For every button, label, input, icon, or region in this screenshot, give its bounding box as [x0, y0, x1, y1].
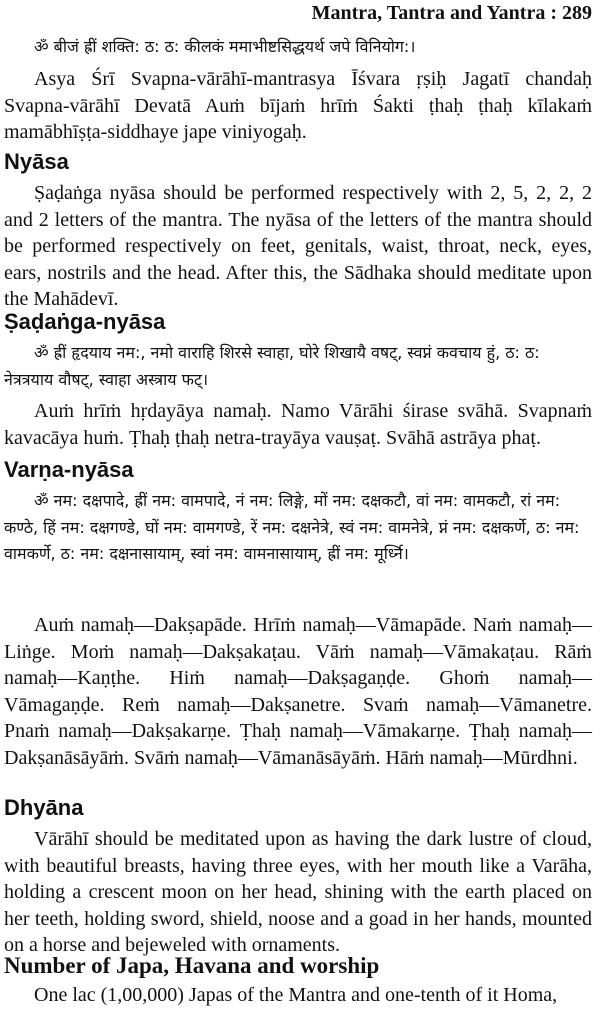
running-header: Mantra, Tantra and Yantra : 289: [311, 2, 592, 24]
nyasa-paragraph: Ṣaḍaṅga nyāsa should be performed respectively with 2, 5, 2, 2, 2 and 2 letters of the mantra. The nyāsa of the letters of the mantra should be performed respectively on feet, genitals, waist, throat, neck, eyes, ears, nostrils and the head. After this, the Sādhaka should meditate upon the Mahādevī.: [4, 182, 592, 310]
dhyana-paragraph: Vārāhī should be meditated upon as having the dark lustre of cloud, with beautiful breasts, having three eyes, with her mouth like a Varāha, holding a crescent moon on her head, shining with the earth placed on her teeth, holding sword, shield, noose and a goad in her hands, mounted on a horse and bejeweled with ornaments.: [4, 828, 592, 956]
varna-devanagari: ॐ नम: दक्षपादे, ह्रीं नम: वामपादे, नं नम: लिङ्गे, मों नम: दक्षकटौ, वां नम: वामकटौ, रां नम: कण्ठे, हिं नम: दक्षगण्डे, घों नम: वामगण्डे, रें नम: दक्षनेत्रे, स्वं नम: वामनेत्रे, प्नं नम: दक्षकर्णे, ठ: नम: वामकर्णे, ठ: नम: दक्षनासायाम्, स्वां नम: वामनासायाम्, ह्रीं नम: मूर्ध्नि।: [4, 491, 580, 563]
viniyoga-transliteration: Asya Śrī Svapna-vārāhī-mantrasya Īśvara ṛṣiḥ Jagatī chandaḥ Svapna-vārāhī Devatā Auṁ bījaṁ hrīṁ Śakti ṭhaḥ ṭhaḥ kīlakaṁ mamābhīṣṭa-siddhaye jape viniyogaḥ.: [4, 68, 592, 143]
dhyana-heading: Dhyāna: [4, 795, 84, 820]
varna-transliteration: Auṁ namaḥ—Dakṣapāde. Hrīṁ namaḥ—Vāmapāde. Naṁ namaḥ—Liṅge. Moṁ namaḥ—Dakṣakaṭau. Vāṁ namaḥ—Vāmakaṭau. Rāṁ namaḥ—Kaṇṭhe. Hiṁ namaḥ—Dakṣagaṇḍe. Ghoṁ namaḥ—Vāmagaṇḍe. Reṁ namaḥ—Dakṣanetre. Svaṁ namaḥ—Vāmanetre. Pnaṁ namaḥ—Dakṣakarṇe. Ṭhaḥ namaḥ—Vāmakarṇe. Ṭhaḥ namaḥ—Dakṣanāsāyāṁ. Svāṁ namaḥ—Vāmanāsāyāṁ. Hāṁ namaḥ—Mūrdhni.: [4, 614, 592, 769]
varna-nyasa-heading: Varṇa-nyāsa: [4, 457, 134, 482]
sadanga-devanagari: ॐ ह्रीं हृदयाय नम:, नमो वाराहि शिरसे स्वाहा, घोरे शिखायै वषट्, स्वप्नं कवचाय हुं, ठ: ठ: नेत्रत्रयाय वौषट्, स्वाहा अस्त्राय फट्।: [4, 343, 540, 389]
sadanga-nyasa-heading: Ṣaḍaṅga-nyāsa: [4, 309, 166, 334]
japa-paragraph: One lac (1,00,000) Japas of the Mantra and one-tenth of it Homa,: [34, 984, 558, 1006]
viniyoga-devanagari: ॐ बीजं ह्रीं शक्ति: ठ: ठ: कीलकं ममाभीष्टसिद्धयर्थ जपे विनियोग:।: [34, 37, 416, 56]
japa-heading: Number of Japa, Havana and worship: [4, 953, 380, 978]
nyasa-heading: Nyāsa: [4, 149, 69, 174]
sadanga-transliteration: Auṁ hrīṁ hṛdayāya namaḥ. Namo Vārāhi śirase svāhā. Svapnaṁ kavacāya huṁ. Ṭhaḥ ṭhaḥ netra-trayāya vauṣaṭ. Svāhā astrāya phaṭ.: [4, 400, 592, 449]
